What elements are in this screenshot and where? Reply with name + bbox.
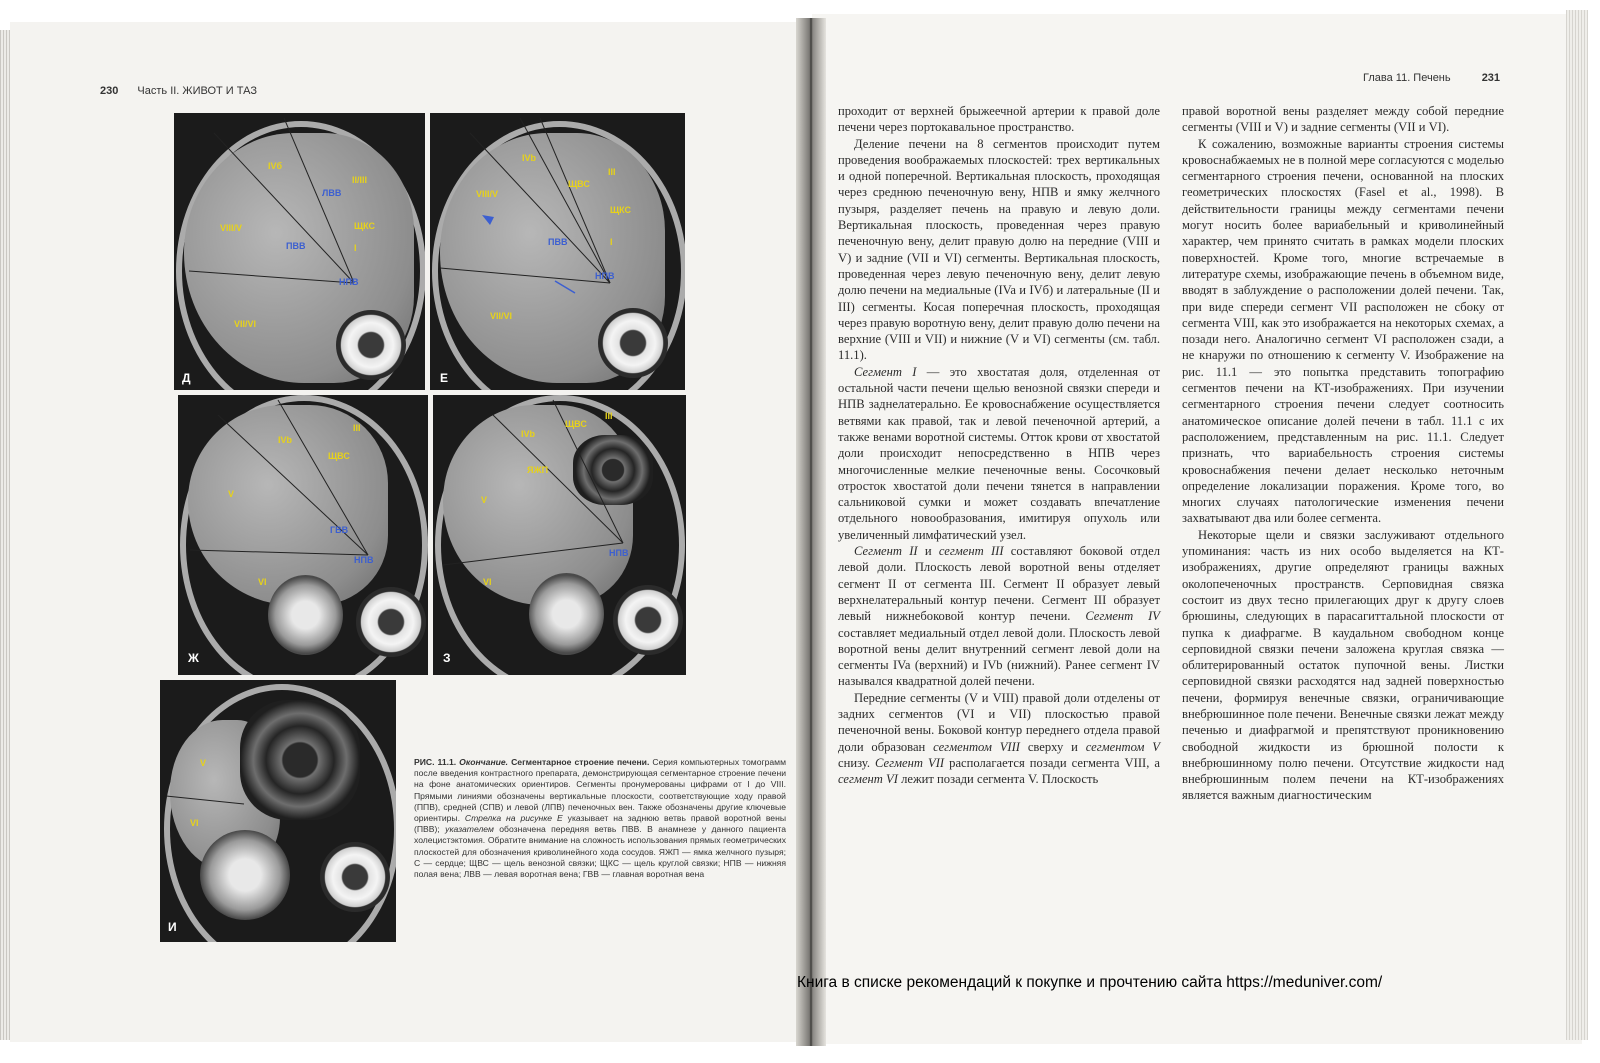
panel-d-vessel-1: ЛВВ: [322, 188, 342, 198]
panel-z-vessel-1: НПВ: [609, 548, 629, 558]
right-running-head: Глава 11. Печень: [1363, 72, 1451, 84]
panel-zh-vessel-2: НПВ: [354, 555, 374, 565]
paragraph: Сегмент II и сегмент III составляют боковой отдел левой доли. Плоскость левой воротной вены отделяет сегмент II от сегмента III. Сегмент II образует левый верхнелатеральный контур печени. Сегмент III образует левый нижнебоковой контур печени. Сегмент IV составляет медиальный отдел левой доли. Плоскость левой воротной вены делит внутренний сегмент левой доли на сегменты IVa (верхний) и IVb (нижний). Ранее сегмент IV назывался квадратной долей печени.: [838, 544, 1161, 689]
ct-panel-zh: [178, 395, 428, 675]
panel-d-label-4: ЩКС: [354, 221, 376, 231]
panel-d-label-3: VIII/V: [220, 223, 243, 233]
caption-text-3: обозначена передняя ветвь ПВВ. В анамнезе у данного пациента холецистэктомия. Обратите внимание на сложность использования прямых геометрических плоскостей для обозначения криволинейного хода сосудов. ЯЖП — ямка желчного пузыря; С — сердце; ЩВС — щель венозной связки; ЩКС — щель круглой связки; НПВ — нижняя полая вена; ЛВВ — левая воротная вена; ГВВ — главная воротная вена: [414, 824, 787, 880]
caption-italic-2: Стрелка на рисунке Е: [464, 813, 563, 824]
page-edges-right: [1566, 10, 1588, 1040]
panel-z-label-2: ЩВС: [565, 419, 587, 429]
paragraph: Передние сегменты (V и VIII) правой доли отделены от задних сегментов (VI и VII) плоскостью правой печеночной вены. Боковой контур переднего отдела правой доли образован сегментом VIII сверху и сегментом V снизу. Сегмент VII располагается позади сегмента VIII, а сегмент VI лежит позади сегмента V. Плоскость: [838, 690, 1160, 787]
caption-label: РИС. 11.1.: [414, 757, 457, 767]
panel-d-label-2: II/III: [352, 175, 368, 185]
panel-letter-i: И: [168, 920, 177, 934]
paragraph: Деление печени на 8 сегментов происходит путем проведения воображаемых плоскостей: трех вертикальных и одной поперечной. Вертикальная плоскость, проходящая через среднюю печеночную вену, НПВ и ямку желчного пузыря, разделяет печень на правую и левую доли. Вертикальная плоскость, проведенная через правую печеночную вену, делит правую долю на передние (VIII и V) и задние (VII и VI) сегменты. Вертикальная плоскость, проведенная через левую печеночную вену, делит левую долю печени на медиальные (IVa и IVб) и латеральные (II и III) сегменты. Косая поперечная плоскость, проходящая через правую воротную вену, делит правую долю печени на верхние (VIII и VII) и нижние (V и VI) сегменты (см. табл. 11.1).: [838, 136, 1160, 363]
panel-z-label-1: IVb: [521, 429, 536, 439]
segment-lines: [433, 395, 686, 675]
panel-zh-label-2: III: [353, 423, 361, 433]
panel-d-label-5: I: [354, 243, 357, 253]
panel-zh-label-3: ЩВС: [328, 451, 350, 461]
right-page-header: [1363, 72, 1500, 84]
panel-e-label-3: VIII/V: [476, 189, 499, 199]
panel-e-vessel-2: НПВ: [595, 271, 615, 281]
book-gutter: [796, 18, 826, 1046]
caption-text-1: Серия компьютерных томограмм после введения контрастного препарата, демонстрирующая сегментарное строение печени на фоне анатомических ориентиров. Сегменты пронумерованы цифрами от I до VIII. Прямыми линиями обозначены вертикальные плоскости, соответствующие ходу правой (ППВ), средней (СПВ) и левой (ЛПВ) печеночных вен. Также обозначены другие ключевые ориентиры.: [414, 757, 786, 824]
panel-d-label-6: VII/VI: [234, 319, 257, 329]
text-column-2: [1182, 103, 1504, 804]
ct-panel-z: [433, 395, 686, 675]
panel-letter-e: Е: [440, 371, 449, 385]
panel-letter-z: З: [443, 651, 451, 665]
paragraph: К сожалению, возможные варианты строения системы кровоснабжаемых не в полной мере согласуются с моделью сегментарного строения печени, основанной на плоских геометрических плоскостях (Fasel et al., 1998). В действительности границы между сегментами печени могут носить более вариабельный и криволинейный характер, чем принято считать в рамках модели плоских поверхностей. Кроме того, многие встречаемые в литературе схемы, изображающие печень в объемном виде, вводят в заблуждение о расположении долей печени. Так, при виде спереди сегмент VII расположен не сбоку от сегмента VIII, как это изображается на некоторых схемах, а позади него. Аналогично сегмент VI расположен сзади, а не кнаружи по отношению к сегменту V. Изображение на рис. 11.1 — это попытка представить топографию сегментов печени на КТ-изображениях. При изучении сегментарного строения печени следует соотносить анатомическое описание долей печени в табл. 11.1 с их расположением, представленным на рис. 11.1. Следует признать, что вариабельность строения системы кровоснабжения печени делает несколько неточным определение локализации поражения. Кроме того, во многих случаях патологические изменения печени захватывают два или более сегмента.: [1182, 136, 1504, 526]
panel-i-label-2: VI: [190, 818, 199, 828]
panel-z-label-6: VI: [483, 577, 492, 587]
segment-lines: [174, 113, 425, 390]
panel-letter-d: Д: [182, 371, 191, 385]
panel-d-vessel-2: ПВВ: [286, 241, 306, 251]
panel-z-label-3: III: [605, 411, 613, 421]
ct-panel-i: [160, 680, 396, 942]
panel-z-label-4: ЯЖП: [527, 465, 549, 475]
paragraph: правой воротной вены разделяет между собой передние сегменты (VIII и V) и задние сегменты (VII и VI).: [1182, 104, 1504, 135]
caption-text-2: указывает на заднюю ветвь правой воротной вены (ПВВ);: [414, 813, 786, 835]
ct-panel-e: [430, 113, 685, 390]
panel-e-label-6: I: [610, 237, 613, 247]
panel-e-label-2: III: [608, 167, 616, 177]
panel-z-label-5: V: [481, 495, 488, 505]
panel-zh-label-1: IVb: [278, 435, 293, 445]
text-column-1: [838, 103, 1160, 787]
footer-recommendation: Книга в списке рекомендаций к покупке и прочтению сайта https://meduniver.com/: [797, 974, 1383, 991]
left-page-header: [100, 85, 257, 97]
segment-lines: [160, 680, 396, 942]
paragraph: Некоторые щели и связки заслуживают отдельного упоминания: часть из них особо выделяется на КТ-изображениях, другие определяют границы важных околопеченочных пространств. Серповидная связка состоит из двух тесно прилегающих друг к другу слоев брюшины, следующих в парасагиттальной плоскости от пупка к диафрагме. В каудальном свободном конце серповидной связки печени заложена круглая связка — облитерированный остаток пупочной вены. Листки серповидной связки расходятся над задней поверхностью печени, формируя венечные связки, ограничивающие внебрюшинное поле печени. Венечные связки лежат между печенью и диафрагмой и препятствуют проникновению свободной жидкости из брюшной полости к внебрюшинному полю печени. Отсутствие жидкости над внебрюшинным полем печени на КТ-изображениях является важным диагностическим: [1182, 527, 1504, 803]
figure-caption: [414, 757, 786, 880]
ct-panel-d: [174, 113, 425, 390]
paragraph: Сегмент I — это хвостатая доля, отделенная от остальной части печени щелью венозной связки спереди и НПВ заднелатерально. Ее кровоснабжение осуществляется ветвями как правой, так и левой печеночной артерий, а также венами воротной системы. Отток крови от хвостатой доли происходит непосредственно в НПВ через многочисленные мелкие печеночные вены. Сосочковый отросток хвостатой доли печени тянется в направлении сальниковой сумки и может создавать впечатление отдельного новообразования, имитируя опухоль или увеличенный лимфатический узел.: [838, 364, 1160, 542]
panel-letter-zh: Ж: [188, 651, 199, 665]
panel-e-label-5: ЩКС: [610, 205, 632, 215]
panel-zh-label-5: VI: [258, 577, 267, 587]
panel-e-vessel-1: ПВВ: [548, 237, 568, 247]
paragraph: проходит от верхней брыжеечной артерии к правой доле печени через портокавальное пространство.: [838, 104, 1160, 135]
caption-italic-3: указателем: [445, 824, 494, 835]
panel-d-vessel-3: НПВ: [339, 277, 359, 287]
panel-i-label-1: V: [200, 758, 207, 768]
left-page-number: 230: [100, 85, 119, 97]
segment-lines: [430, 113, 685, 390]
panel-e-label-7: VII/VI: [490, 311, 513, 321]
left-running-head: Часть II. ЖИВОТ И ТАЗ: [137, 85, 257, 97]
panel-d-label-1: IVб: [268, 161, 283, 171]
panel-e-label-1: IVb: [522, 153, 537, 163]
panel-e-label-4: ЩВС: [568, 179, 590, 189]
caption-italic: Окончание.: [459, 757, 509, 767]
caption-title: Сегментарное строение печени.: [511, 757, 650, 767]
panel-zh-label-4: V: [228, 489, 235, 499]
panel-zh-vessel-1: ГВВ: [330, 525, 349, 535]
segment-lines: [178, 395, 428, 675]
right-page-number: 231: [1481, 72, 1501, 84]
